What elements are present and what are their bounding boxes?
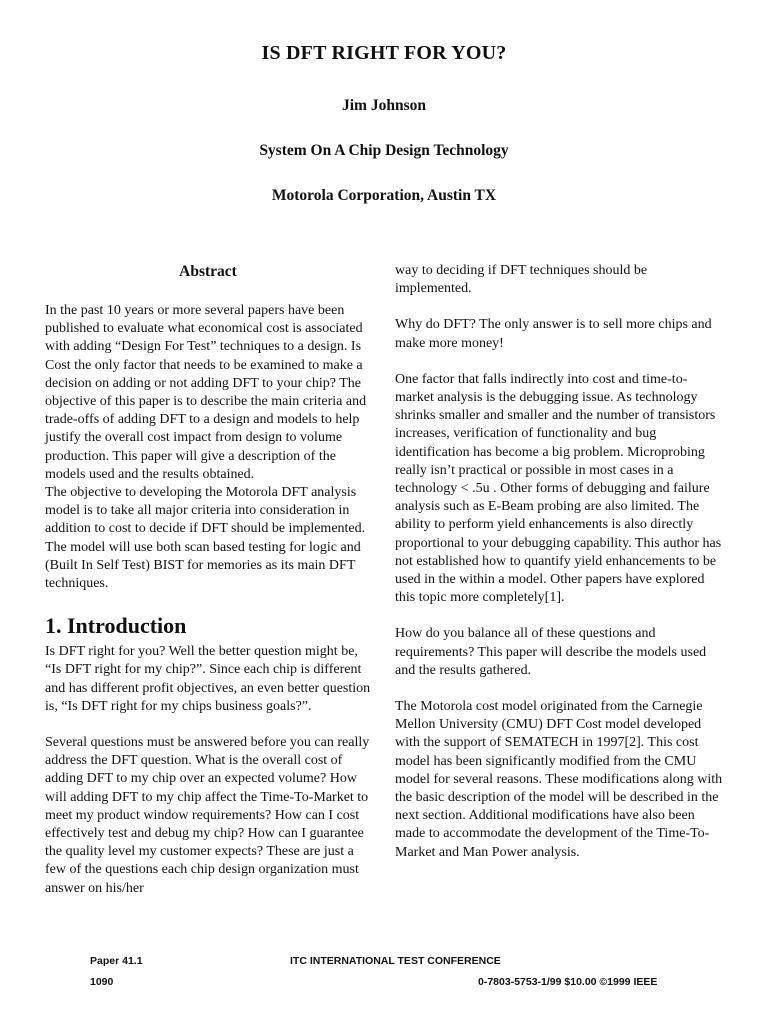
right-paragraph-2: Why do DFT? The only answer is to sell more chips and make more money! (395, 317, 712, 351)
author-name: Jim Johnson (342, 97, 426, 114)
author-organization: Motorola Corporation, Austin TX (271, 187, 497, 204)
left-column (45, 262, 371, 898)
footer-page-number: 1090 (90, 976, 114, 988)
right-paragraph-1: way to deciding if DFT techniques should be implemented. (395, 263, 648, 297)
right-column (395, 262, 725, 862)
introduction-paragraph-1: Is DFT right for you? Well the better question might be, “Is DFT right for my chip?”. Since each chip is different and has different profit objectives, an even better question is, “Is DFT right for my chips business goals?”. (45, 644, 371, 714)
introduction-heading: 1. Introduction (45, 613, 187, 639)
right-paragraph-5: The Motorola cost model originated from the Carnegie Mellon University (CMU) DFT Cost model developed with the support of SEMATECH in 1997[2]. This cost model has been significantly modified from the CMU model for several reasons. These modifications along with the basic description of the model will be described in the next section. Additional modifications have also been made to accommodate the development of the Time-To-Market and Man Power analysis. (395, 699, 723, 860)
right-paragraph-4: How do you balance all of these questions and requirements? This paper will describe the models used and the results gathered. (395, 626, 707, 678)
introduction-paragraph-2: Several questions must be answered before you can really address the DFT question. What is the overall cost of adding DFT to my chip over an expected volume? How will adding DFT to my chip affect the Time-To-Market to meet my product window requirements? How can I cost effectively test and debug my chip? How can I guarantee the quality level my customer expects? These are just a few of the questions each chip design organization must answer on his/her (45, 735, 370, 896)
abstract-paragraph-1: In the past 10 years or more several papers have been published to evaluate what economical cost is associated with adding “Design For Test” techniques to a design. Is Cost the only factor that needs to be examined to make a decision on adding or not adding DFT to your chip? The objective of this paper is to describe the main criteria and trade-offs of adding DFT to a design and models to help justify the overall cost impact from design to volume production. This paper will give a description of the models used and the results obtained. (45, 303, 367, 482)
footer-isbn-copyright: 0-7803-5753-1/99 $10.00 ©1999 IEEE (478, 976, 658, 988)
right-paragraph-3: One factor that falls indirectly into cost and time-to-market analysis is the debugging issue. As technology shrinks smaller and smaller and the number of transistors increases, verification of functionality and bug identification has become a big problem. Microprobing really isn’t practical or possible in most cases in a technology < .5u . Other forms of debugging and failure analysis such as E-Beam probing are also limited. The ability to perform yield enhancements is also directly proportional to your debugging capability. This author has not established how to quantify yield enhancements to be used in the within a model. Other papers have explored this topic more completely[1]. (395, 371, 722, 606)
abstract-heading: Abstract (179, 263, 237, 280)
abstract-paragraph-2: The objective to developing the Motorola DFT analysis model is to take all major criteria into consideration in addition to cost to decide if DFT should be implemented. The model will use both scan based testing for logic and (Built In Self Test) BIST for memories as its main DFT techniques. (45, 485, 366, 592)
footer-paper-number: Paper 41.1 (90, 955, 143, 967)
paper-title: IS DFT RIGHT FOR YOU? (261, 42, 507, 64)
author-department: System On A Chip Design Technology (259, 142, 509, 159)
footer-conference-name: ITC INTERNATIONAL TEST CONFERENCE (290, 955, 501, 967)
